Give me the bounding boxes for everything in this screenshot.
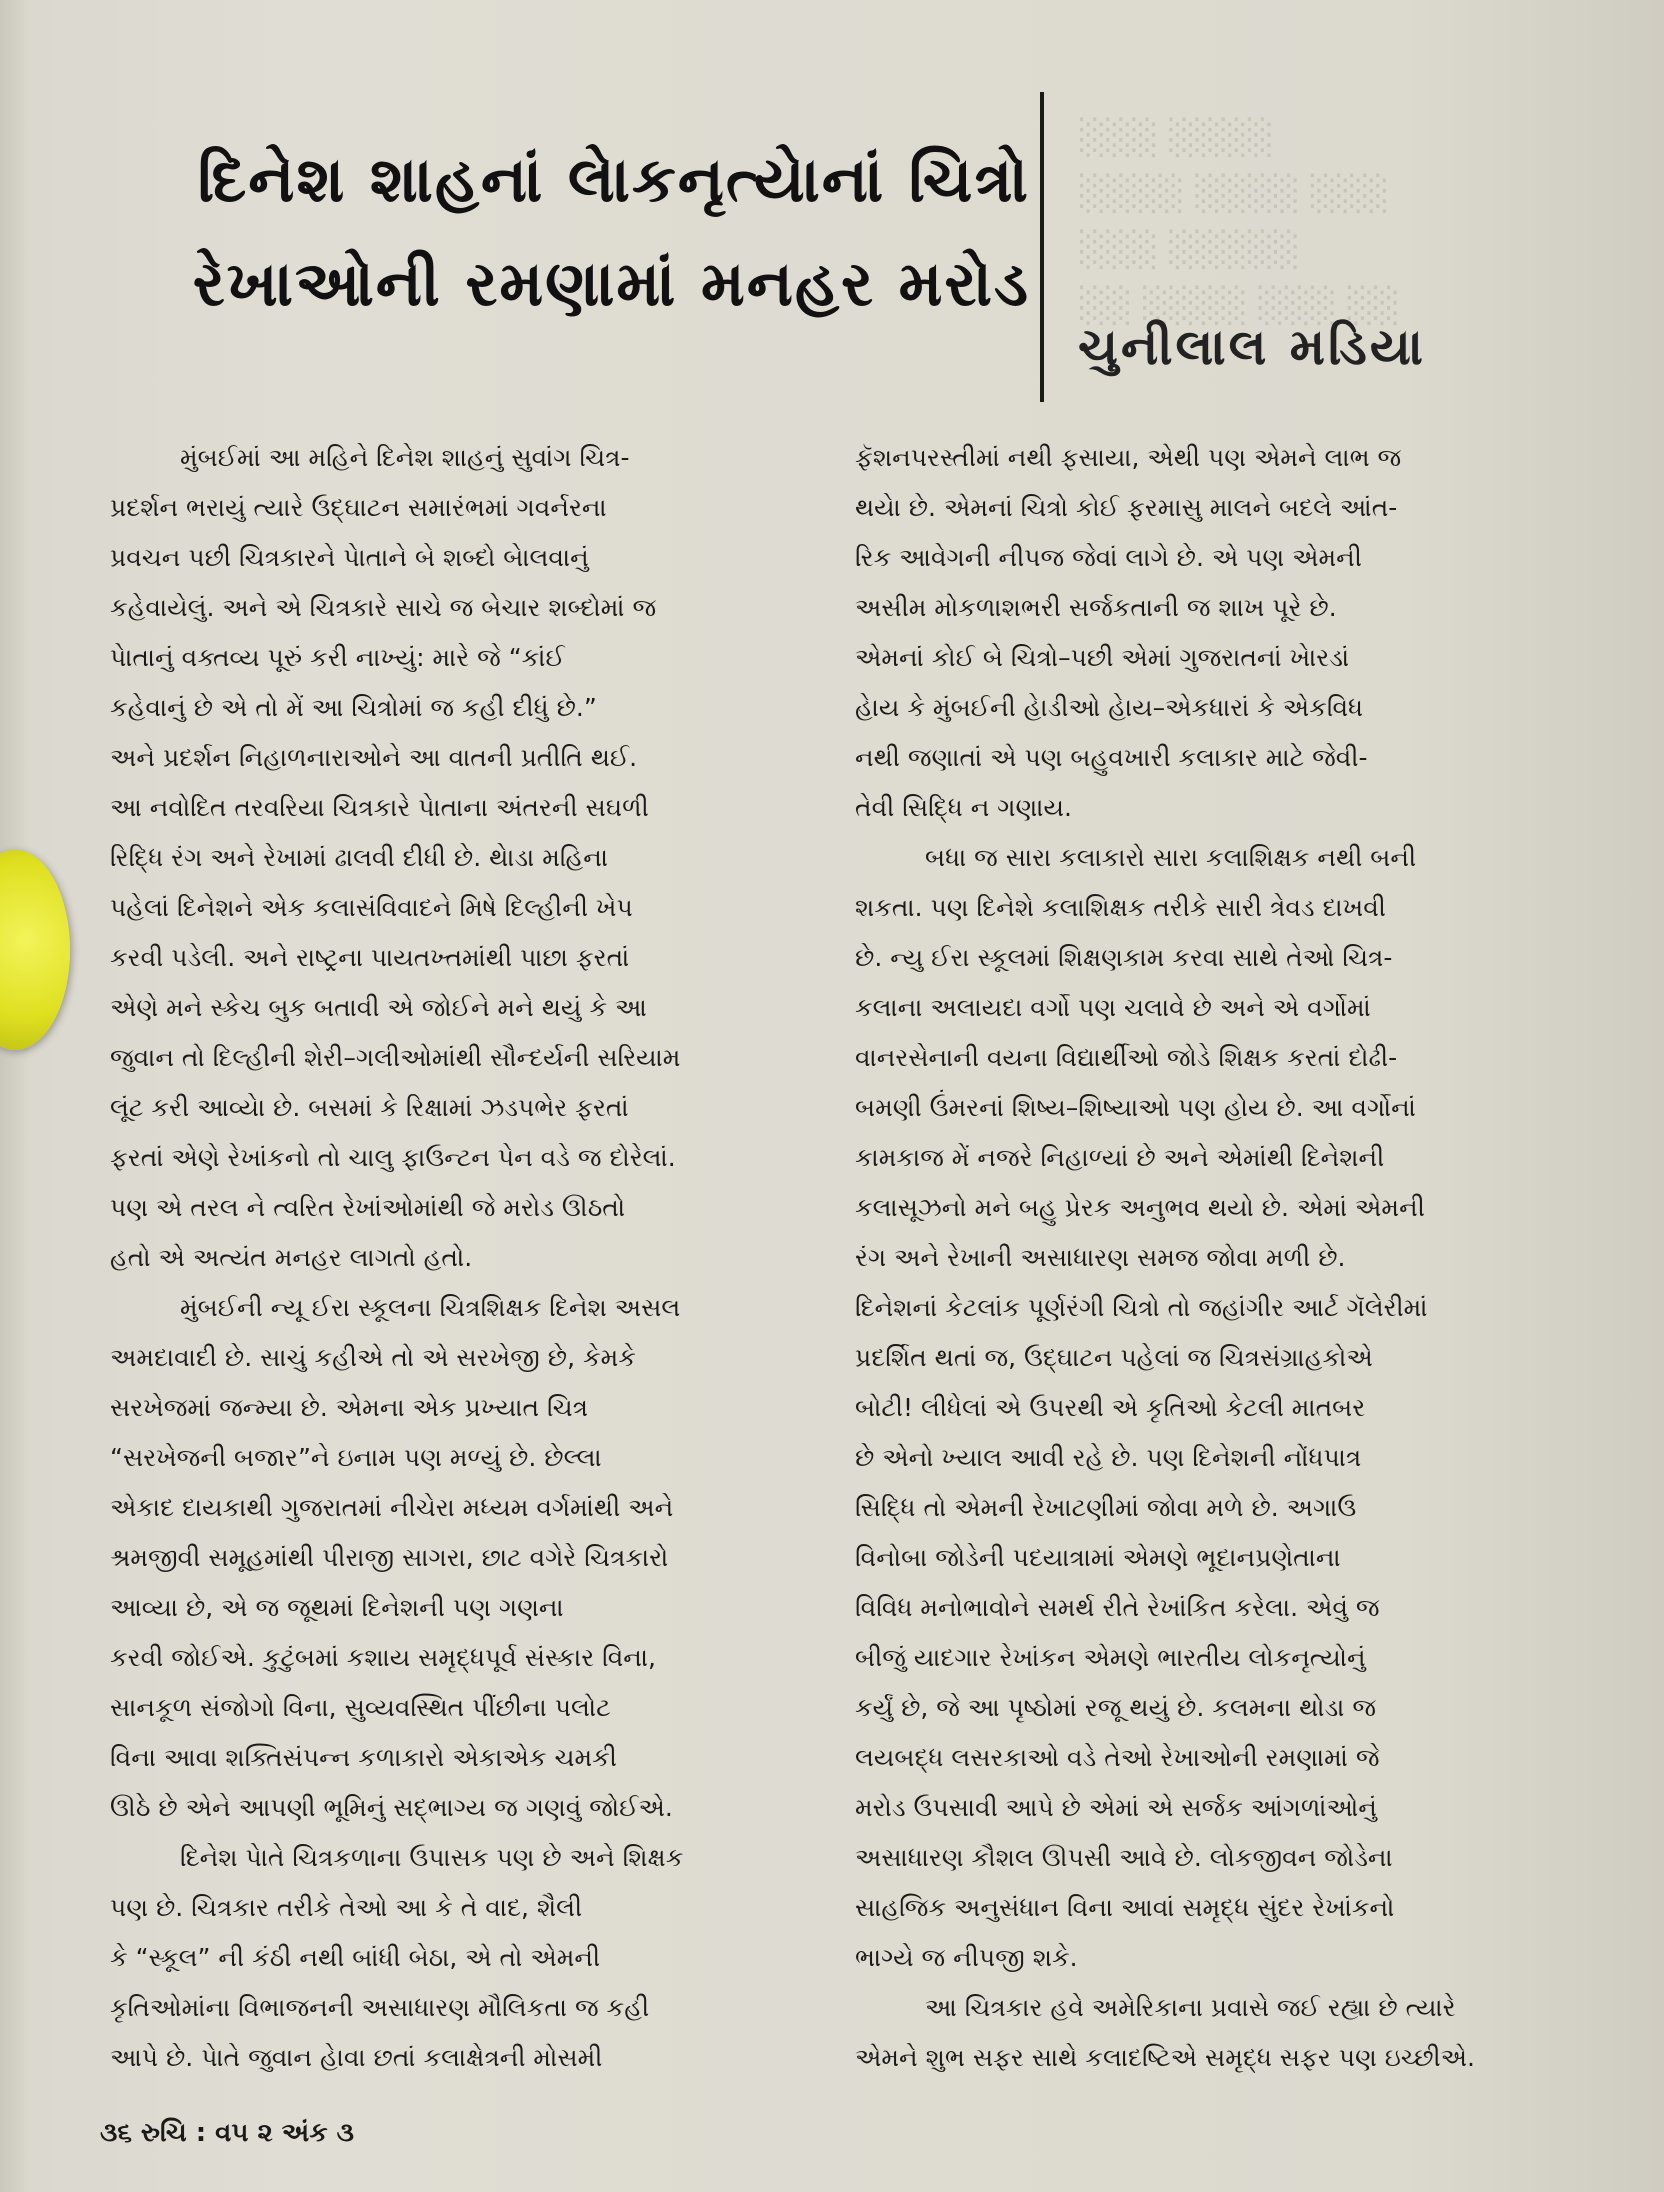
- text-line: એમને શુભ સફર સાથે કલાદષ્ટિએ સમૃદ્ધ સફર પણ ઇચ્છીએ.: [855, 2043, 1475, 2072]
- right-column: [855, 433, 1555, 2083]
- text-line: ફરતાં એણે રેખાંકનો તો ચાલુ ફાઉન્ટન પેન વડે જ દોરેલાં.: [110, 1143, 676, 1172]
- text-line: રિદ્ધિ રંગ અને રેખામાં ઢાલવી દીધી છે. થેાડા મહિના: [110, 843, 609, 872]
- text-line: ફૅશનપરસ્તીમાં નથી ફસાયા, એથી પણ એમને લાભ જ: [855, 443, 1402, 472]
- text-line: પણ છે. ચિત્રકાર તરીકે તેઓ આ કે તે વાદ, શૈલી: [110, 1893, 583, 1922]
- left-column: [110, 433, 810, 2083]
- text-line: કરવી પડેલી. અને રાષ્ટ્રના પાયતખ્તમાંથી પાછા ફરતાં: [110, 943, 630, 972]
- text-line: આ ચિત્રકાર હવે અમેરિકાના પ્રવાસે જઈ રહ્યા છે ત્યારે: [925, 1993, 1456, 2022]
- text-line: આ નવોદિત તરવરિયા ચિત્રકારે પેાતાના અંતરની સઘળી: [110, 793, 649, 822]
- text-line: અમદાવાદી છે. સાચું કહીએ તો એ સરખેજી છે, કેમકે: [110, 1343, 636, 1372]
- title-line-2: રેખાઓની રમણામાં મનહર મરોડ: [192, 247, 1030, 320]
- text-line: મુંબઈમાં આ મહિને દિનેશ શાહનું સુવાંગ ચિત્ર-: [180, 443, 630, 472]
- page-footer: ૩૬ રુચિ : વ૫ ૨ અંક ૩: [100, 2118, 354, 2148]
- text-line: રંગ અને રેખાની અસાધારણ સમજ જોવા મળી છે.: [855, 1243, 1346, 1272]
- text-line: બધા જ સારા કલાકારો સારા કલાશિક્ષક નથી બની: [925, 843, 1417, 872]
- text-line: બમણી ઉંમરનાં શિષ્ય–શિષ્યાઓ પણ હોય છે. આ વર્ગોનાં: [855, 1093, 1416, 1122]
- text-line: વિના આવા શક્તિસંપન્ન કળાકારો એકાએક ચમકી: [110, 1743, 617, 1772]
- text-line: આવ્યા છે, એ જ જૂથમાં દિનેશની પણ ગણના: [110, 1593, 564, 1622]
- text-line: તેવી સિદ્ધિ ન ગણાય.: [855, 793, 1072, 822]
- text-line: સિદ્ધિ તો એમની રેખાટણીમાં જોવા મળે છે. અગાઉ: [855, 1493, 1357, 1522]
- text-line: હતો એ અત્યંત મનહર લાગતો હતો.: [110, 1243, 473, 1272]
- text-line: કરવી જોઈએ. કુટુંબમાં કશાય સમૃદ્ધપૂર્વ સંસ્કાર વિના,: [110, 1643, 657, 1672]
- text-line: એકાદ દાયકાથી ગુજરાતમાં નીચેરા મધ્યમ વર્ગમાંથી અને: [110, 1493, 674, 1522]
- text-line: પ્રદર્શિત થતાં જ, ઉદ્‌ઘાટન પહેલાં જ ચિત્રસંગ્રાહકોએ: [855, 1343, 1373, 1372]
- text-line: છે. ન્યુ ઈરા સ્કૂલમાં શિક્ષણકામ કરવા સાથે તેઓ ચિત્ર-: [855, 943, 1393, 972]
- text-line: બોટી! લીધેલાં એ ઉપરથી એ કૃતિઓ કેટલી માતબર: [855, 1393, 1366, 1422]
- text-line: પેાતાનું વક્તવ્ય પૂરું કરી નાખ્યું: મારે જે “કાંઈ: [110, 643, 565, 672]
- text-line: લૂંટ કરી આવ્યેા છે. બસમાં કે રિક્ષામાં ઝડપભેર ફરતાં: [110, 1093, 629, 1122]
- author-name: ચુનીલાલ મડિયા: [1078, 318, 1427, 376]
- text-line: પહેલાં દિનેશને એક કલાસંવિવાદને મિષે દિલ્હીની ખેપ: [110, 893, 633, 922]
- text-line: જુવાન તો દિલ્હીની શેરી–ગલીઓમાંથી સૌન્દર્યની સરિયામ: [110, 1043, 681, 1072]
- text-line: કલાસૂઝનો મને બહુ પ્રેરક અનુભવ થયો છે. એમાં એમની: [855, 1193, 1425, 1222]
- text-line: વિવિધ મનોભાવોને સમર્થ રીતે રેખાંકિત કરેલા. એવું જ: [855, 1593, 1380, 1622]
- text-line: દિનેશનાં કેટલાંક પૂર્ણરંગી ચિત્રો તો જહાંગીર આર્ટ ગૅલેરીમાં: [855, 1293, 1428, 1322]
- text-line: સરખેજમાં જન્મ્યા છે. એમના એક પ્રખ્યાત ચિત્ર: [110, 1393, 589, 1422]
- text-line: વિનોબા જોડેની પદયાત્રામાં એમણે ભૂદાનપ્રણેતાના: [855, 1543, 1341, 1572]
- text-line: કલાના અલાયદા વર્ગો પણ ચલાવે છે અને એ વર્ગોમાં: [855, 993, 1371, 1022]
- bleed-through-text: ░░░ ░░░░ ░░░░ ░░░░ ░░░ ░░░ ░░░░░ ░░ ░░░░ ░░░ ░░: [1080, 118, 1401, 326]
- text-line: મરોડ ઉપસાવી આપે છે એમાં એ સર્જક આંગળાંઓનું: [855, 1793, 1377, 1822]
- title-divider: [1040, 92, 1044, 402]
- text-line: શ્રમજીવી સમૂહમાંથી પીરાજી સાગરા, છાટ વગેરે ચિત્રકારો: [110, 1543, 669, 1572]
- text-line: ભાગ્યે જ નીપજી શકે.: [855, 1943, 1078, 1972]
- text-line: કહેવાનું છે એ તો મેં આ ચિત્રોમાં જ કહી દીધું છે.”: [110, 693, 597, 722]
- text-line: હેાય કે મુંબઈની હેાડીઓ હેાય–એકધારાં કે એકવિધ: [855, 693, 1364, 722]
- text-line: અસાધારણ કૌશલ ઊપસી આવે છે. લોકજીવન જોડેના: [855, 1843, 1393, 1872]
- text-line: “સરખેજની બજાર”ને ઇનામ પણ મળ્યું છે. છેલ્લા: [110, 1443, 602, 1472]
- text-line: કૃતિઓમાંના વિભાજનની અસાધારણ મૌલિકતા જ કહી: [110, 1993, 650, 2022]
- text-line: ઊઠે છે એને આપણી ભૂમિનું સદ્‌ભાગ્ય જ ગણવું જોઈએ.: [110, 1793, 673, 1822]
- text-line: કામકાજ મેં નજરે નિહાળ્યાં છે અને એમાંથી દિનેશની: [855, 1143, 1385, 1172]
- text-line: શકતા. પણ દિનેશે કલાશિક્ષક તરીકે સારી ત્રેવડ દાખવી: [855, 893, 1386, 922]
- text-line: કર્યું છે, જે આ પૃષ્ઠોમાં રજૂ થયું છે. કલમના થોડા જ: [855, 1693, 1376, 1722]
- text-line: મુંબઈની ન્યૂ ઈરા સ્કૂલના ચિત્રશિક્ષક દિનેશ અસલ: [180, 1293, 681, 1322]
- text-line: બીજું યાદગાર રેખાંકન એમણે ભારતીય લોકનૃત્યોનું: [855, 1643, 1366, 1672]
- text-line: અસીમ મોકળાશભરી સર્જકતાની જ શાખ પૂરે છે.: [855, 593, 1337, 622]
- text-line: રિક આવેગની નીપજ જેવાં લાગે છે. એ પણ એમની: [855, 543, 1362, 572]
- text-line: દિનેશ પેાતે ચિત્રકળાના ઉપાસક પણ છે અને શિક્ષક: [180, 1843, 684, 1872]
- text-line: વાનરસેનાની વયના વિદ્યાર્થીઓ જોડે શિક્ષક કરતાં દોઢી-: [855, 1043, 1398, 1072]
- text-line: નથી જણાતાં એ પણ બહુવખારી કલાકાર માટે જેવી-: [855, 743, 1368, 772]
- text-line: અને પ્રદર્શન નિહાળનારાઓને આ વાતની પ્રતીતિ થઈ.: [110, 743, 638, 772]
- text-line: પ્રદર્શન ભરાયું ત્યારે ઉદ્‌ઘાટન સમારંભમાં ગવર્નરના: [110, 493, 607, 522]
- text-line: એમનાં કોઈ બે ચિત્રો–પછી એમાં ગુજરાતનાં ખેારડાં: [855, 643, 1350, 672]
- text-line: છે એનો ખ્યાલ આવી રહે છે. પણ દિનેશની નોંધપાત્ર: [855, 1443, 1362, 1472]
- text-line: કહેવાયેલું. અને એ ચિત્રકારે સાચે જ બેચાર શબ્દોમાં જ: [110, 593, 657, 622]
- text-line: એણે મને સ્કેચ બુક બતાવી એ જોઈને મને થયું કે આ: [110, 993, 647, 1022]
- article-title: [150, 128, 1030, 336]
- text-line: સાહજિક અનુસંધાન વિના આવાં સમૃદ્ધ સુંદર રેખાંકનો: [855, 1893, 1395, 1922]
- text-line: પ્રવચન પછી ચિત્રકારને પેાતાને બે શબ્દો બેાલવાનું: [110, 543, 589, 572]
- text-line: પણ એ તરલ ને ત્વરિત રેખાંઓમાંથી જે મરોડ ઊઠતો: [110, 1193, 626, 1222]
- text-line: કે “સ્કૂલ” ની કંઠી નથી બાંધી બેઠા, એ તો એમની: [110, 1943, 601, 1972]
- text-line: લયબદ્ધ લસરકાઓ વડે તેઓ રેખાઓની રમણામાં જે: [855, 1743, 1380, 1772]
- text-line: થયેા છે. એમનાં ચિત્રો કોઈ ફરમાસુ માલને બદલે આંત-: [855, 493, 1398, 522]
- title-line-1: દિનેશ શાહનાં લેાકનૃત્યેાનાં ચિત્રો: [197, 143, 1030, 216]
- text-line: સાનકૂળ સંજોગો વિના, સુવ્યવસ્થિત પીંછીના પલોટ: [110, 1693, 611, 1722]
- text-line: આપે છે. પેાતે જુવાન હેાવા છતાં કલાક્ષેત્રની મોસમી: [110, 2043, 603, 2072]
